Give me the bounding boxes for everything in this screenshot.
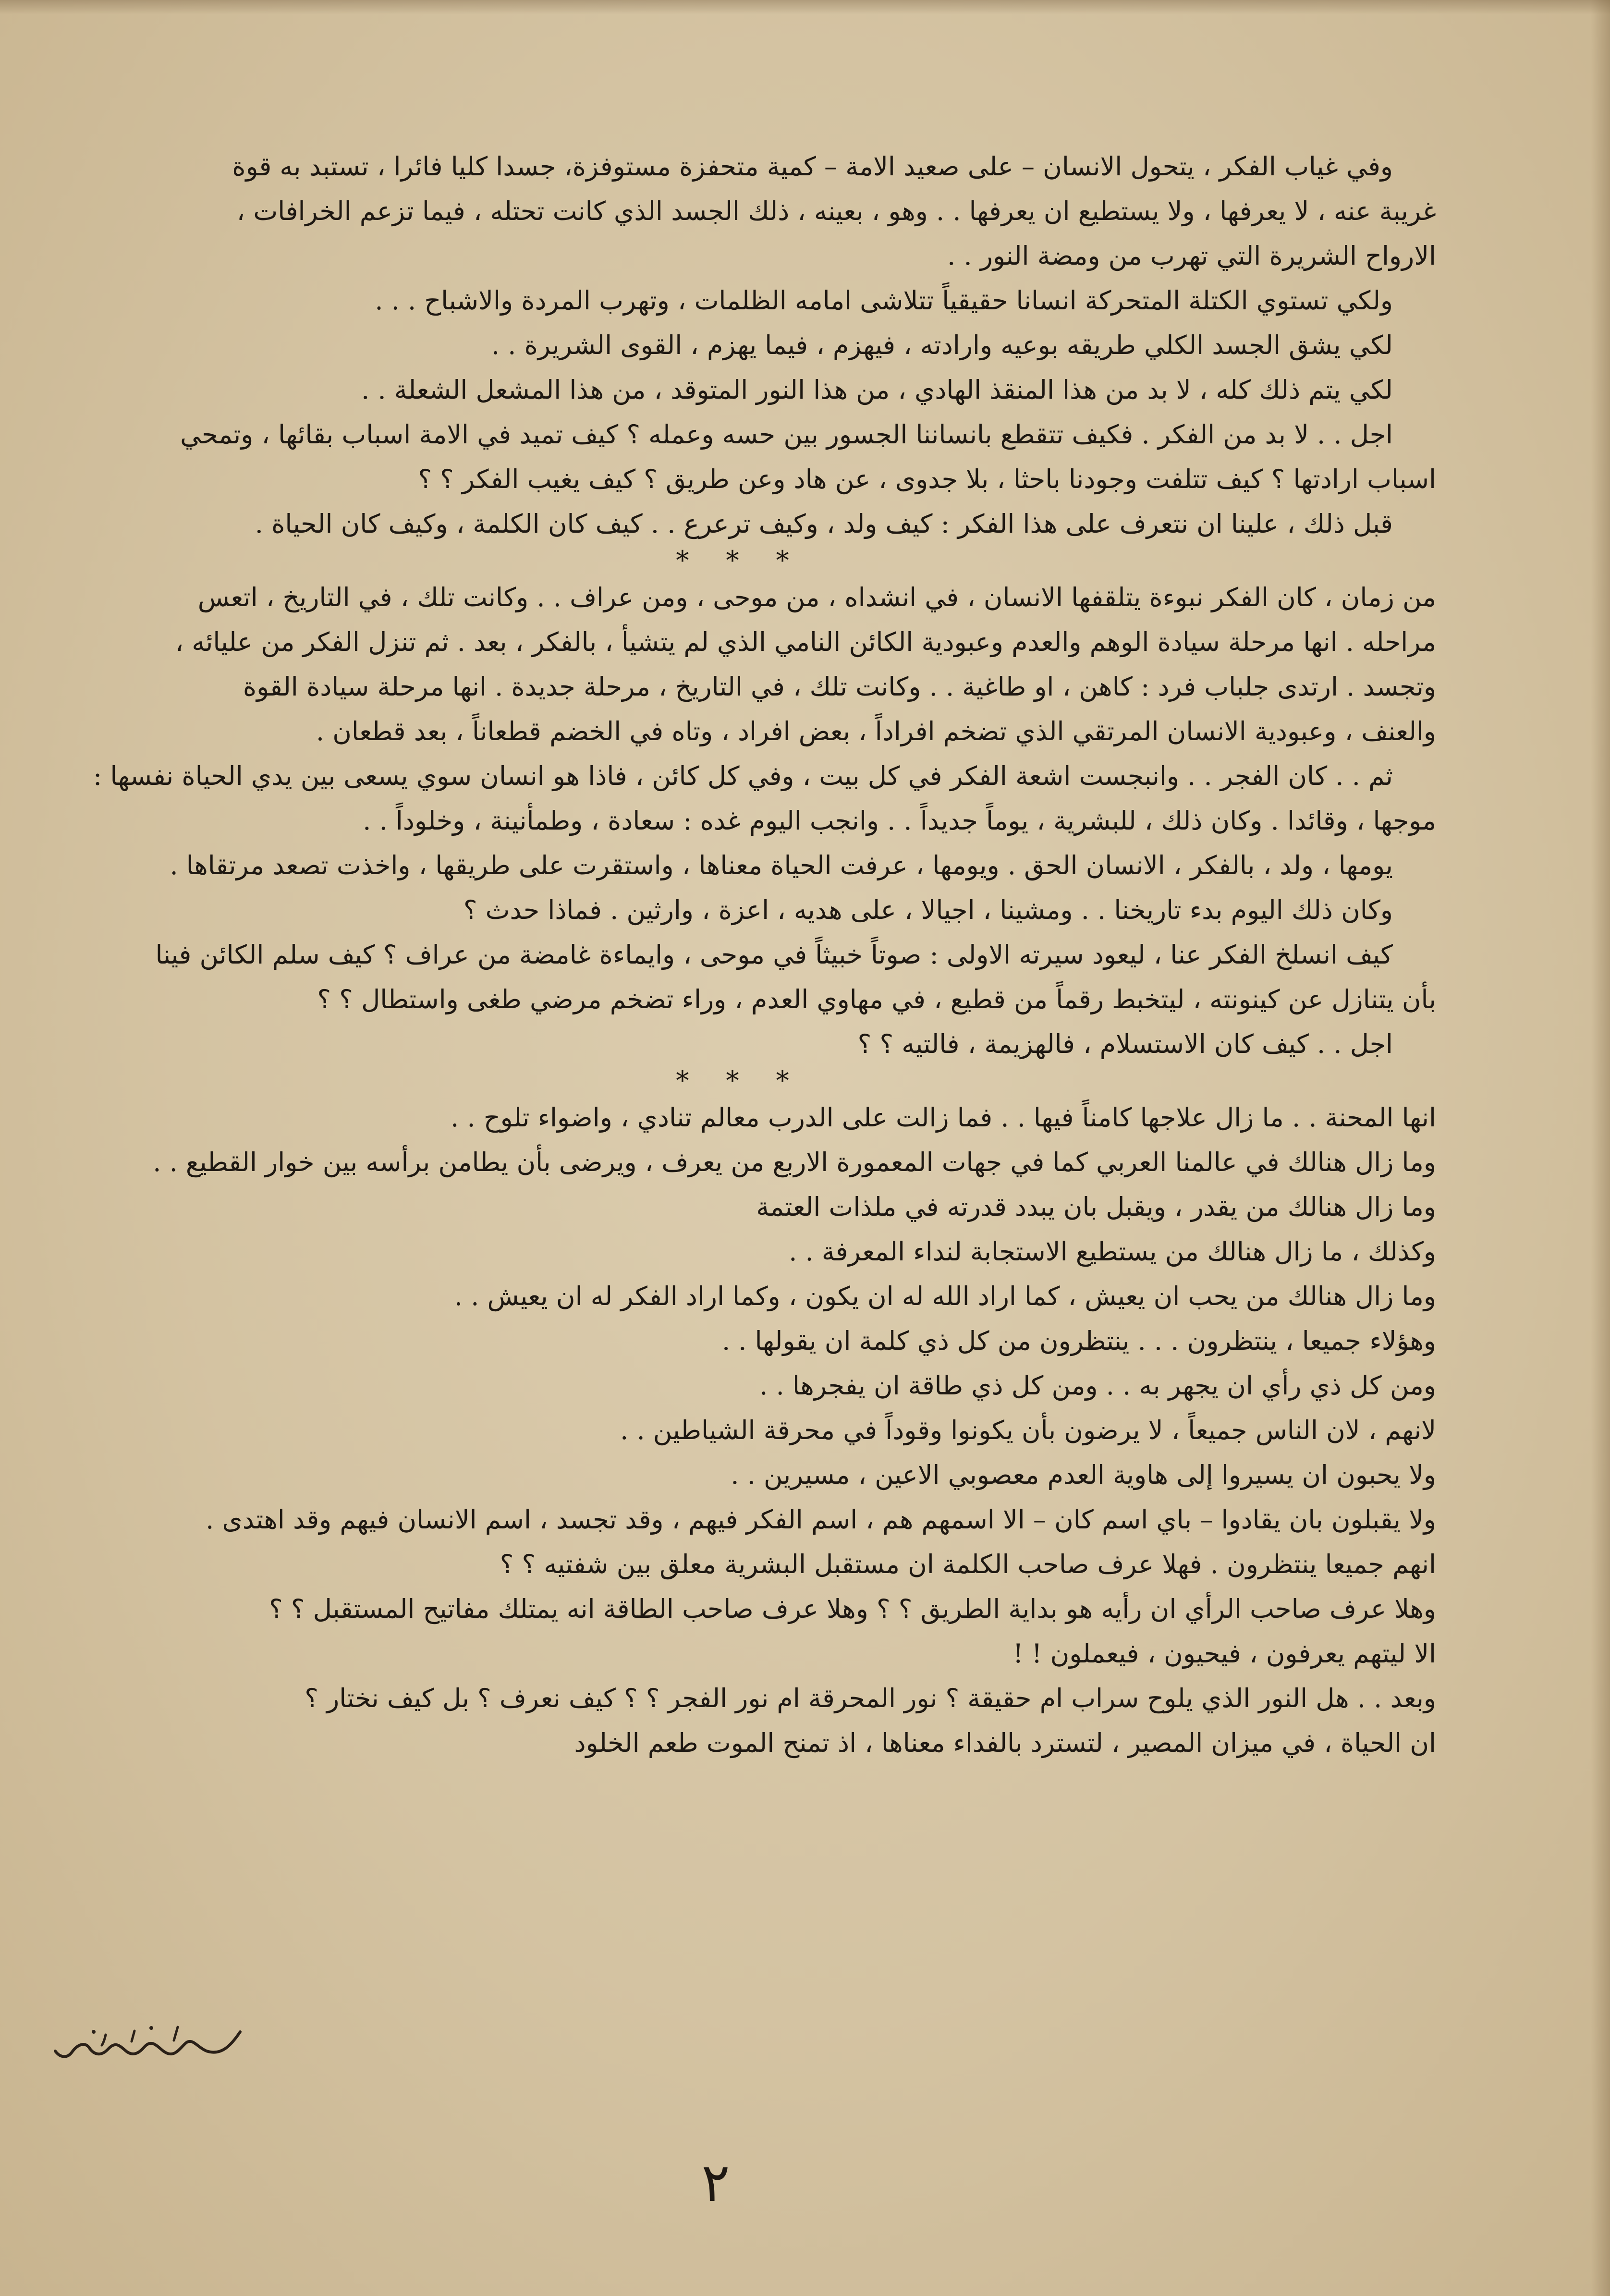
text-line: ان الحياة ، في ميزان المصير ، لتسترد بالفداء معناها ، اذ تمنح الموت طعم الخلود bbox=[574, 1728, 1436, 1758]
text-line: كيف انسلخ الفكر عنا ، ليعود سيرته الاولى : صوتاً خبيثاً في موحى ، وايماءة غامضة من عراف ؟ كيف سلم الكائن فينا bbox=[155, 940, 1393, 970]
text-line: اسباب ارادتها ؟ كيف تتلفت وجودنا باحثا ، بلا جدوى ، عن هاد وعن طريق ؟ كيف يغيب الفكر ؟ ؟ bbox=[418, 464, 1436, 494]
text-line: انها المحنة . . ما زال علاجها كامناً فيها . . فما زالت على الدرب معالم تنادي ، واضواء تلوح . . bbox=[451, 1102, 1436, 1133]
page-right-shadow bbox=[1591, 0, 1610, 2296]
page-number: ٢ bbox=[701, 2152, 730, 2213]
text-line: موجها ، وقائدا . وكان ذلك ، للبشرية ، يوماً جديداً . . وانجب اليوم غده : سعادة ، وطمأنينة ، وخلوداً . . bbox=[363, 806, 1436, 836]
text-line: وما زال هنالك من يقدر ، ويقبل بان يبدد قدرته في ملذات العتمة bbox=[756, 1192, 1436, 1222]
text-line: ولا يحبون ان يسيروا إلى هاوية العدم معصوبي الاعين ، مسيرين . . bbox=[731, 1460, 1436, 1490]
text-line: انهم جميعا ينتظرون . فهلا عرف صاحب الكلمة ان مستقبل البشرية معلق بين شفتيه ؟ ؟ bbox=[500, 1549, 1436, 1579]
text-line: وفي غياب الفكر ، يتحول الانسان – على صعيد الامة – كمية متحفزة مستوفزة، جسدا كليا فائرا ، تستبد به قوة bbox=[232, 151, 1393, 182]
section-separator: * * * bbox=[676, 545, 804, 575]
text-line: ولا يقبلون بان يقادوا – باي اسم كان – الا اسمهم هم ، اسم الفكر فيهم ، وقد تجسد ، اسم الانسان فيهم وقد اهتدى . bbox=[206, 1504, 1436, 1535]
text-line: الارواح الشريرة التي تهرب من ومضة النور . . bbox=[947, 241, 1436, 271]
text-line: اجل . . كيف كان الاستسلام ، فالهزيمة ، فالتيه ؟ ؟ bbox=[857, 1029, 1393, 1059]
text-line: وتجسد . ارتدى جلباب فرد : كاهن ، او طاغية . . وكانت تلك ، في التاريخ ، مرحلة جديدة . انها مرحلة سيادة القوة bbox=[243, 672, 1436, 702]
text-line: وهلا عرف صاحب الرأي ان رأيه هو بداية الطريق ؟ ؟ وهلا عرف صاحب الطاقة انه يمتلك مفاتيح المستقبل ؟ ؟ bbox=[269, 1594, 1436, 1624]
text-line: الا ليتهم يعرفون ، فيحيون ، فيعملون ! ! bbox=[1012, 1638, 1436, 1669]
text-line: وما زال هنالك في عالمنا العربي كما في جهات المعمورة الاربع من يعرف ، ويرضى بأن يطامن برأسه بين خوار القطيع . . bbox=[153, 1147, 1436, 1177]
text-line: اجل . . لا بد من الفكر . فكيف تتقطع بانساننا الجسور بين حسه وعمله ؟ كيف تميد في الامة اسباب بقائها ، وتمحي bbox=[180, 419, 1393, 450]
text-line: لانهم ، لان الناس جميعاً ، لا يرضون بأن يكونوا وقوداً في محرقة الشياطين . . bbox=[620, 1415, 1436, 1445]
text-line: من زمان ، كان الفكر نبوءة يتلقفها الانسان ، في انشداه ، من موحى ، ومن عراف . . وكانت تلك ، في التاريخ ، اتعس bbox=[197, 582, 1436, 612]
text-line: غريبة عنه ، لا يعرفها ، ولا يستطيع ان يعرفها . . وهو ، بعينه ، ذلك الجسد الذي كانت تحتله ، فيما تزعم الخرافات ، bbox=[236, 196, 1436, 226]
text-line: ومن كل ذي رأي ان يجهر به . . ومن كل ذي طاقة ان يفجرها . . bbox=[759, 1370, 1436, 1401]
text-line: وكذلك ، ما زال هنالك من يستطيع الاستجابة لنداء المعرفة . . bbox=[789, 1236, 1436, 1267]
text-line: لكي يشق الجسد الكلي طريقه بوعيه وارادته ، فيهزم ، فيما يهزم ، القوى الشريرة . . bbox=[491, 330, 1393, 360]
page-top-shadow bbox=[0, 0, 1610, 14]
section-separator: * * * bbox=[676, 1065, 804, 1096]
text-line: ثم . . كان الفجر . . وانبجست اشعة الفكر في كل بيت ، وفي كل كائن ، فاذا هو انسان سوي يسعى بين يدي الحياة نفسها : bbox=[93, 761, 1393, 791]
text-line: بأن يتنازل عن كينونته ، ليتخبط رقماً من قطيع ، في مهاوي العدم ، وراء تضخم مرضي طغى واستطال ؟ ؟ bbox=[317, 984, 1436, 1014]
text-line: وبعد . . هل النور الذي يلوح سراب ام حقيقة ؟ نور المحرقة ام نور الفجر ؟ ؟ كيف نعرف ؟ بل كيف نختار ؟ bbox=[305, 1683, 1436, 1713]
text-line: وما زال هنالك من يحب ان يعيش ، كما اراد الله له ان يكون ، وكما اراد الفكر له ان يعيش . . bbox=[454, 1281, 1436, 1311]
text-line: قبل ذلك ، علينا ان نتعرف على هذا الفكر : كيف ولد ، وكيف ترعرع . . كيف كان الكلمة ، وكيف كان الحياة . bbox=[255, 509, 1393, 539]
article-body bbox=[43, 144, 1436, 1765]
text-line: ولكي تستوي الكتلة المتحركة انسانا حقيقياً تتلاشى امامه الظلمات ، وتهرب المردة والاشباح . . . bbox=[375, 285, 1393, 316]
text-line: يومها ، ولد ، بالفكر ، الانسان الحق . ويومها ، عرفت الحياة معناها ، واستقرت على طريقها ، واخذت تصعد مرتقاها . bbox=[170, 850, 1393, 880]
text-line: وكان ذلك اليوم بدء تاريخنا . . ومشينا ، اجيالا ، على هديه ، اعزة ، وارثين . فماذا حدث ؟ bbox=[463, 895, 1393, 925]
text-line: وهؤلاء جميعا ، ينتظرون . . . ينتظرون من كل ذي كلمة ان يقولها . . bbox=[721, 1326, 1436, 1356]
text-line: لكي يتم ذلك كله ، لا بد من هذا المنقذ الهادي ، من هذا النور المتوقد ، من هذا المشعل الشعلة . . bbox=[361, 375, 1393, 405]
author-signature bbox=[48, 2017, 250, 2070]
text-line: والعنف ، وعبودية الانسان المرتقي الذي تضخم افراداً ، بعض افراد ، وتاه في الخضم قطعاناً ، بعد قطعان . bbox=[316, 716, 1436, 746]
text-line: مراحله . انها مرحلة سيادة الوهم والعدم وعبودية الكائن النامي الذي لم يتشيأ ، بالفكر ، بعد . ثم تنزل الفكر من عليائه ، bbox=[175, 627, 1436, 657]
